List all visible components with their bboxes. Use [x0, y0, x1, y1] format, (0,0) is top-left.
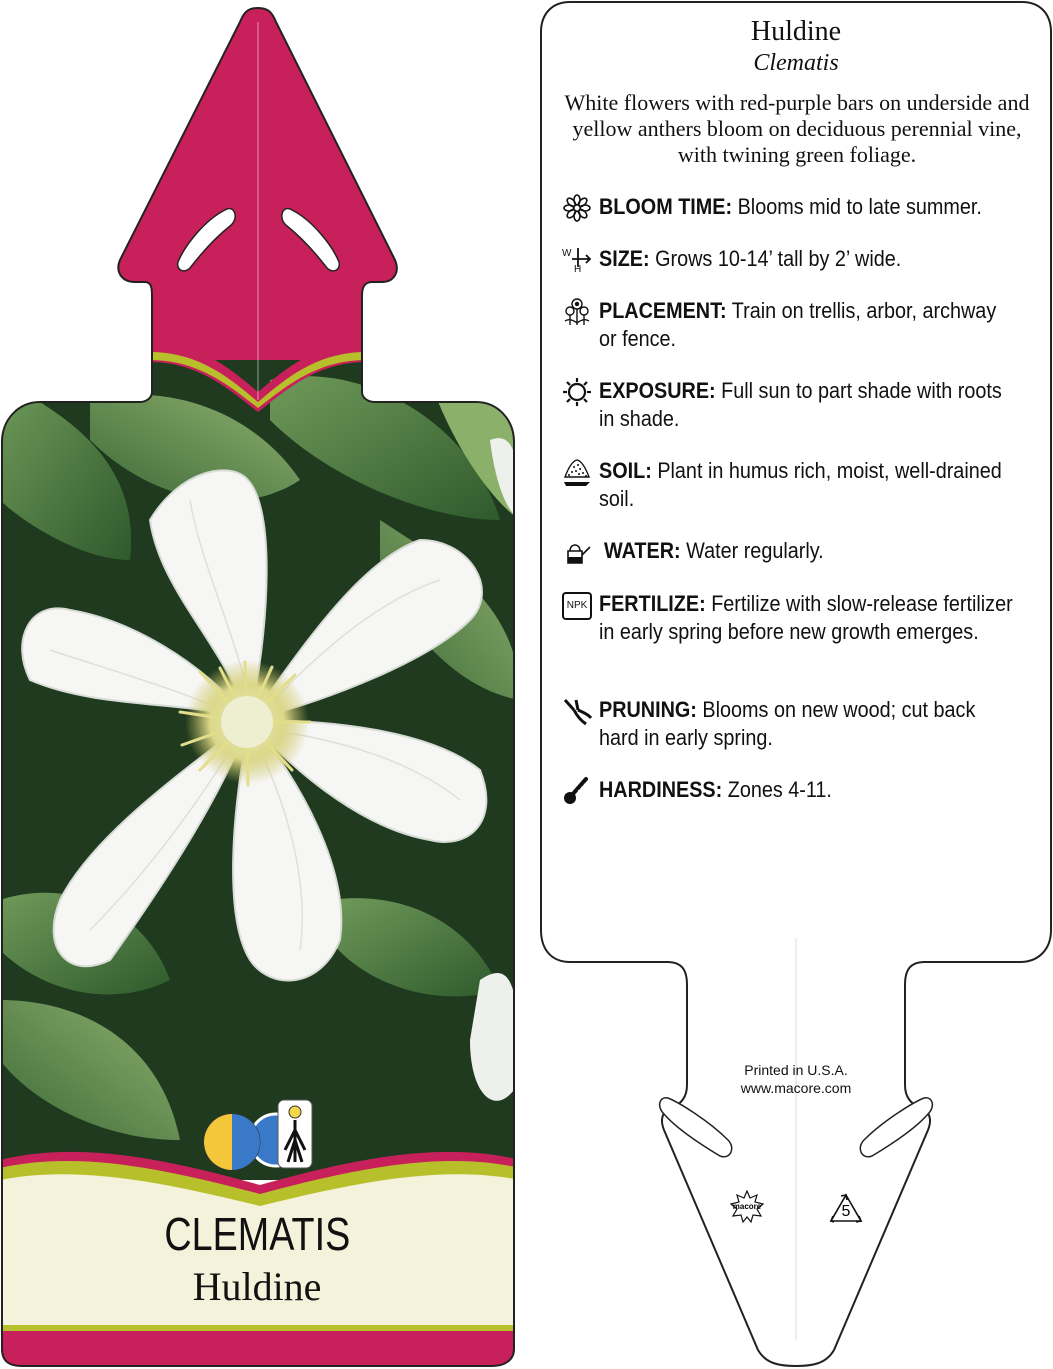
- flower-icon: [562, 193, 592, 223]
- botanical-name: Clematis: [753, 50, 839, 76]
- sun-icon: [562, 377, 592, 407]
- plant-description: White flowers with red-purple bars on underside and yellow anthers bloom on deciduous perennial vine, with twining green foliage.: [564, 90, 1030, 167]
- website-label: www.macore.com: [740, 1080, 852, 1096]
- placement-icon: [562, 297, 592, 327]
- printed-in-label: Printed in U.S.A.: [744, 1062, 848, 1078]
- plant-cultivar-title: Huldine: [192, 1264, 322, 1309]
- plant-genus-title: CLEMATIS: [164, 1208, 350, 1260]
- common-name: Huldine: [750, 16, 842, 47]
- recycle-symbol-icon: 5: [828, 1192, 864, 1226]
- thermometer-icon: [562, 776, 592, 806]
- npk-icon: NPK: [562, 592, 592, 620]
- soil-icon: [562, 457, 592, 487]
- macore-logo: macore: [730, 1190, 764, 1224]
- size-arrows-icon: W H: [562, 245, 592, 275]
- pruners-icon: [562, 696, 592, 726]
- watering-can-icon: [562, 537, 592, 567]
